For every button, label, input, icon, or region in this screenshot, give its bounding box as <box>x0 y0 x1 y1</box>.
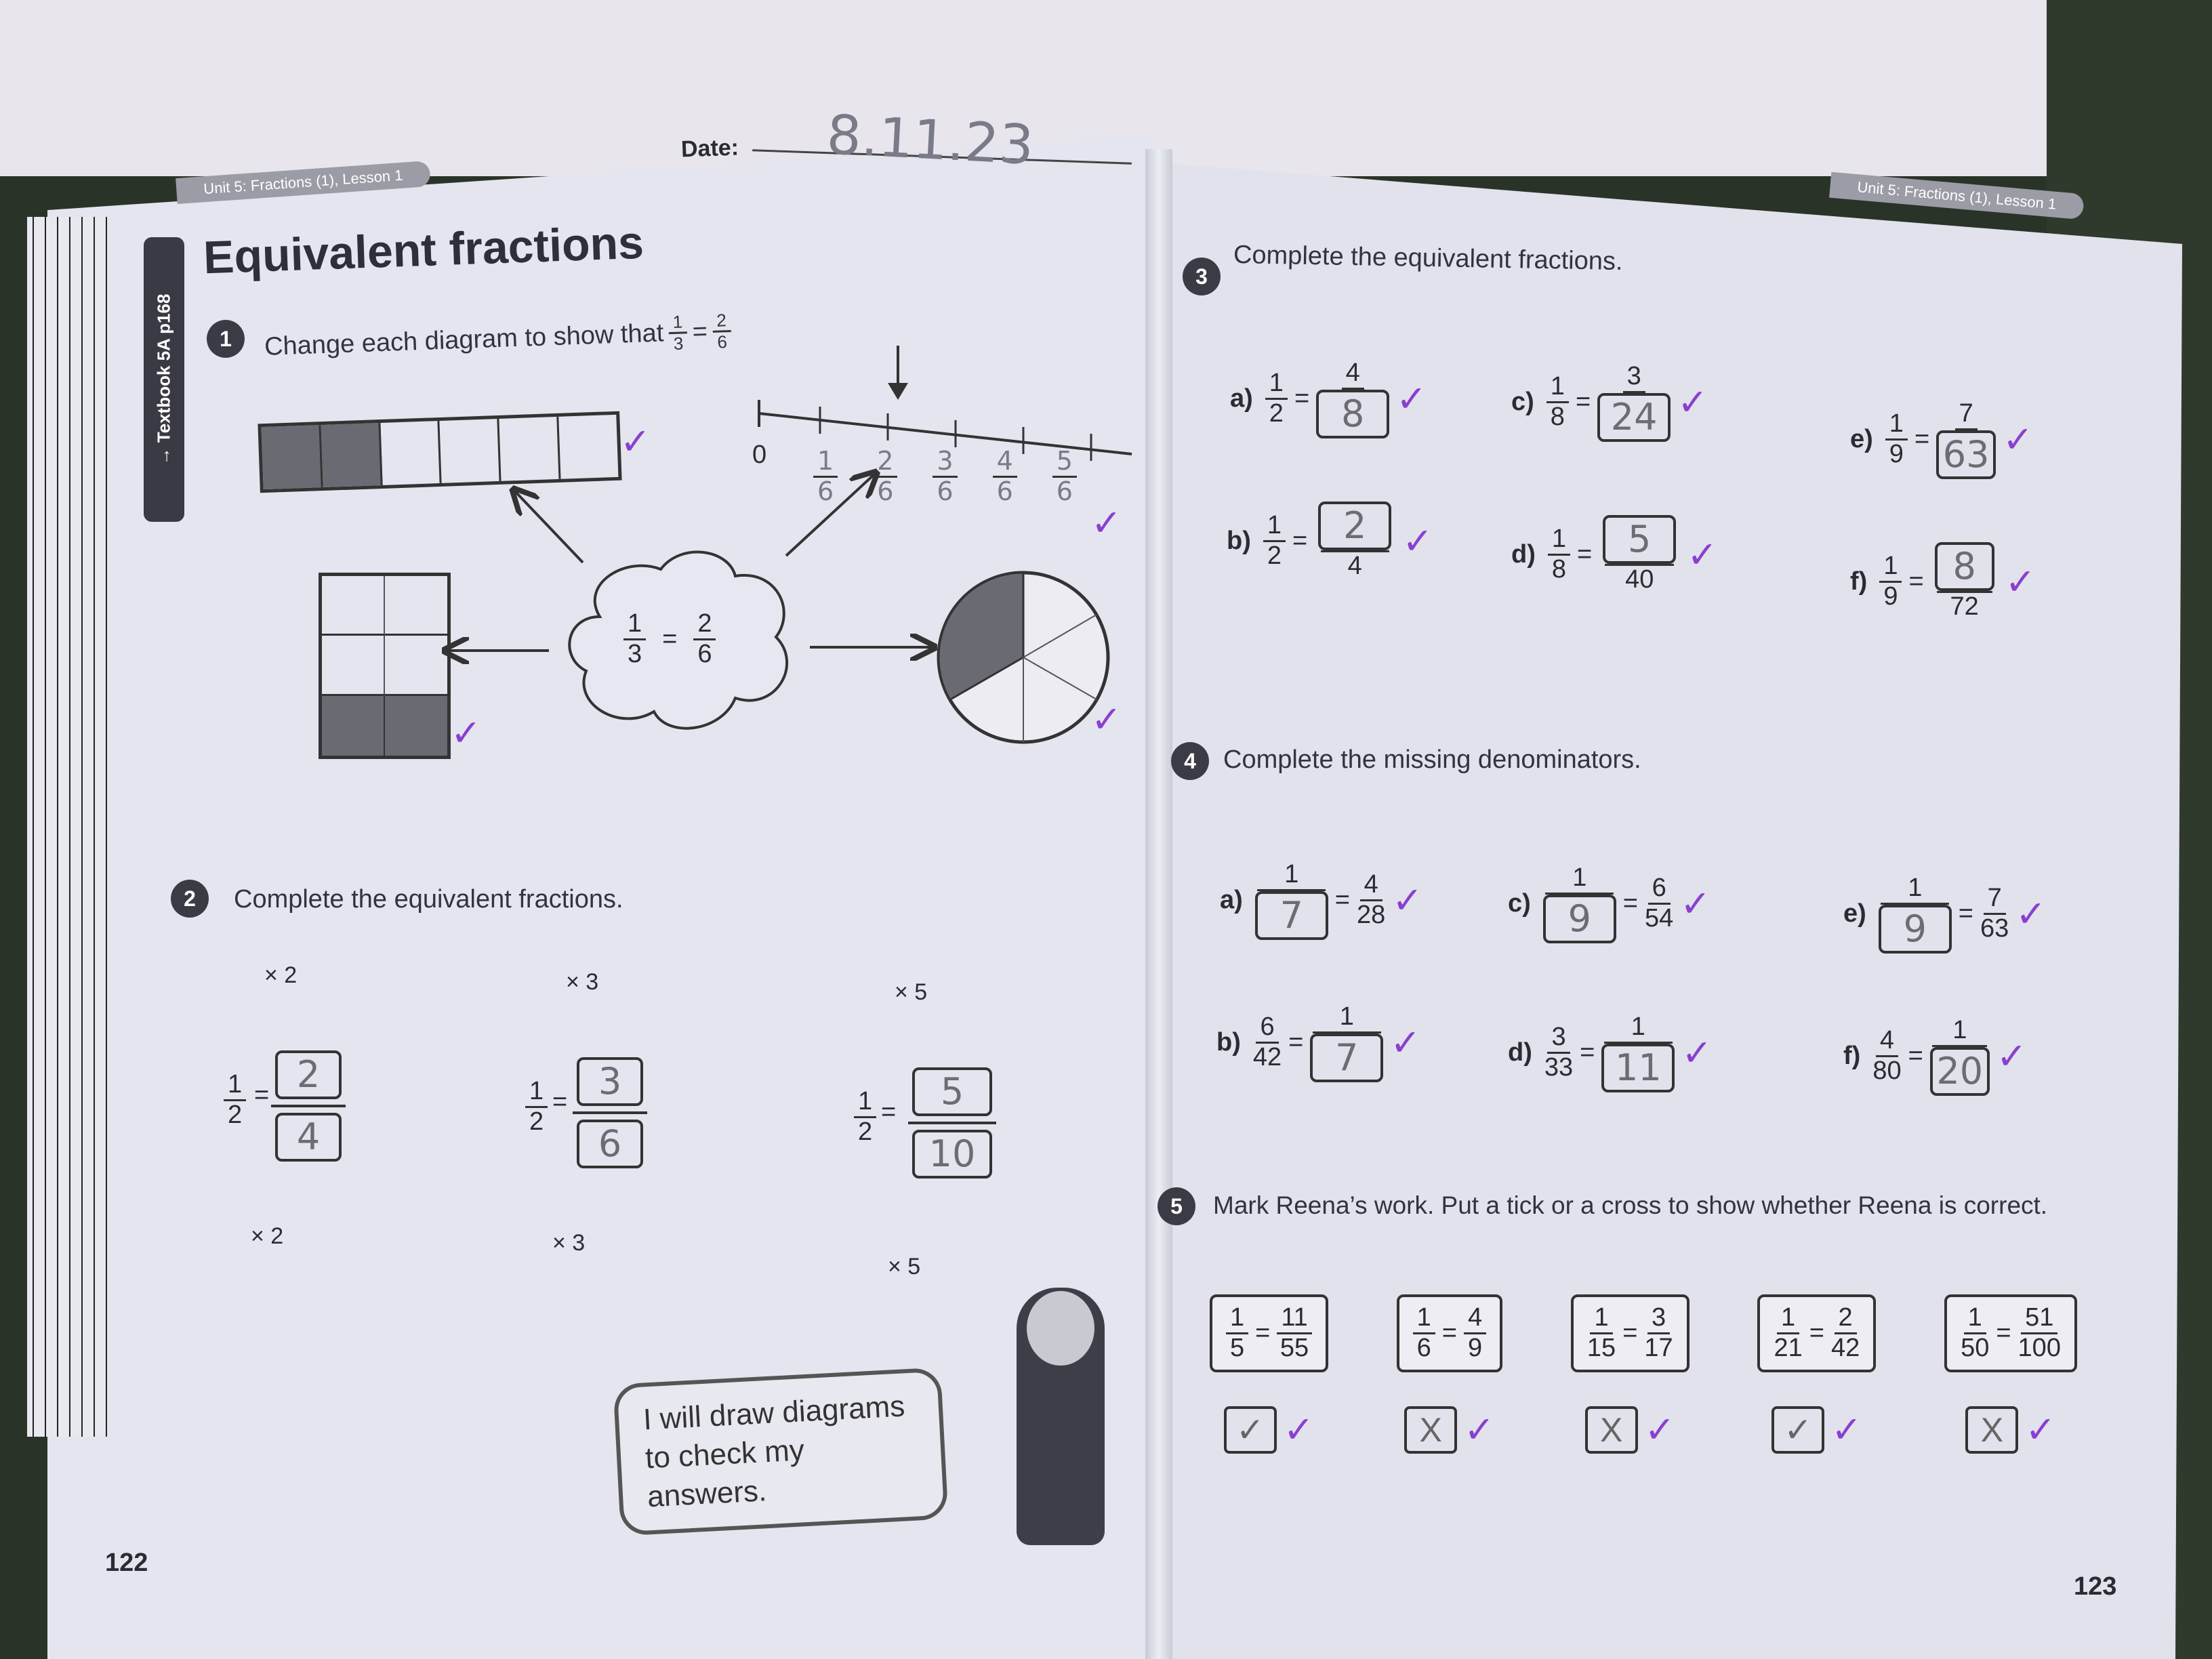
number-line-label: $\frac{5}{6}$ <box>1052 447 1077 506</box>
tick-mark: ✓ <box>2005 561 2036 602</box>
q2-item-1: × 2 $\frac{1}{2}$ = 2 4 × 2 <box>224 962 400 1247</box>
q3-item-d: d) $\frac{1}{8}$ = $\frac{5}{40}$ ✓ <box>1511 515 1717 594</box>
question-number-1: 1 <box>207 320 245 358</box>
character-face <box>1027 1291 1094 1366</box>
answer-box: 4 <box>275 1113 342 1162</box>
tick-mark: ✓ <box>1680 883 1711 924</box>
mark-box[interactable]: ✓ <box>1771 1406 1824 1454</box>
number-line-label: $\frac{4}{6}$ <box>993 447 1017 506</box>
question-number-2: 2 <box>171 880 209 918</box>
fraction-two-sixths: $\frac{2}{6}$ <box>712 310 732 352</box>
grid-diagram <box>319 573 451 759</box>
number-line-zero: 0 <box>752 441 767 469</box>
question-1-instruction: Change each diagram to show that <box>264 319 664 361</box>
tick-mark: ✓ <box>1091 503 1122 544</box>
q3-item-a: a) $\frac{1}{2}$ = $\frac{4}{8}$ ✓ <box>1230 359 1427 438</box>
tick-mark: ✓ <box>1390 1022 1421 1063</box>
date-handwritten: 8.11.23 <box>825 103 1036 177</box>
answer-box: 11 <box>1601 1044 1675 1092</box>
question-number-5: 5 <box>1158 1187 1195 1225</box>
bar-segment-shaded <box>321 423 382 487</box>
q3-item-e: e) $\frac{1}{9}$ = $\frac{7}{63}$ ✓ <box>1850 400 2033 479</box>
bar-segment <box>380 421 442 485</box>
speech-bubble: I will draw diagrams to check my answers. <box>613 1367 948 1536</box>
reena-item <box>1397 1294 1502 1454</box>
tick-mark: ✓ <box>2025 1410 2056 1451</box>
reena-item <box>1944 1294 2077 1454</box>
q2-item-3: × 5 $\frac{1}{2}$ = 5 10 × 5 <box>854 979 1044 1277</box>
question-3-text: Complete the equivalent fractions. <box>1233 240 1623 276</box>
q3-item-f: f) $\frac{1}{9}$ = $\frac{8}{72}$ ✓ <box>1850 542 2036 621</box>
answer-box: 6 <box>577 1120 643 1168</box>
tick-mark: ✓ <box>1687 534 1718 575</box>
answer-box: 5 <box>1603 515 1676 564</box>
cloud-equation: $\frac{1}{3}$ = $\frac{2}{6}$ <box>623 610 716 669</box>
page-number-left: 122 <box>105 1549 148 1577</box>
textbook-reference-label: → Textbook 5A p168 <box>153 293 174 466</box>
tick-mark: ✓ <box>2003 419 2034 460</box>
answer-box: 5 <box>912 1067 992 1116</box>
mark-box[interactable]: X <box>1404 1406 1457 1454</box>
number-line-label: $\frac{1}{6}$ <box>813 447 838 506</box>
reena-card: $\frac{1}{50}$ = $\frac{51}{100}$ <box>1944 1294 2077 1372</box>
answer-box: 3 <box>577 1057 643 1106</box>
answer-box: 10 <box>912 1130 992 1179</box>
tick-mark: ✓ <box>1464 1410 1495 1451</box>
tick-mark: ✓ <box>1392 880 1423 921</box>
tick-mark: ✓ <box>2015 893 2047 935</box>
q4-item-f: f) $\frac{4}{80}$ = $\frac{1}{20}$ ✓ <box>1843 1017 2027 1096</box>
question-number-3: 3 <box>1183 258 1221 295</box>
answer-box: 9 <box>1879 905 1952 954</box>
mark-box[interactable]: X <box>1585 1406 1638 1454</box>
tick-mark: ✓ <box>1396 378 1427 419</box>
reena-card: $\frac{1}{5}$ = $\frac{11}{55}$ <box>1210 1294 1328 1372</box>
unit-header-left: Unit 5: Fractions (1), Lesson 1 <box>176 161 430 204</box>
date-label: Date: <box>680 134 739 163</box>
answer-box: 9 <box>1543 895 1616 943</box>
question-4-text: Complete the missing denominators. <box>1223 745 1641 774</box>
q4-item-b: b) $\frac{6}{42}$ = $\frac{1}{7}$ ✓ <box>1216 1003 1421 1082</box>
question-number-4: 4 <box>1171 742 1209 780</box>
textbook-reference-tab <box>144 237 184 522</box>
q4-item-a: a) $\frac{1}{7}$ = $\frac{4}{28}$ ✓ <box>1220 861 1423 940</box>
answer-box: 7 <box>1255 891 1328 940</box>
tick-mark: ✓ <box>1996 1036 2028 1077</box>
tick-mark: ✓ <box>1644 1410 1675 1451</box>
question-2-text: Complete the equivalent fractions. <box>234 885 623 914</box>
tick-mark: ✓ <box>1681 1032 1713 1073</box>
answer-box: 20 <box>1930 1047 1990 1096</box>
reena-card: $\frac{1}{21}$ = $\frac{2}{42}$ <box>1757 1294 1876 1372</box>
reena-item <box>1210 1294 1328 1454</box>
tick-mark: ✓ <box>620 422 651 462</box>
q2-item-2: × 3 $\frac{1}{2}$ = 3 6 × 3 <box>525 969 701 1254</box>
bar-segment-shaded <box>262 425 323 489</box>
tick-mark: ✓ <box>1831 1410 1862 1451</box>
page-title: Equivalent fractions <box>202 216 645 284</box>
page-number-right: 123 <box>2074 1572 2117 1601</box>
tick-mark: ✓ <box>1091 699 1122 740</box>
tick-mark: ✓ <box>1283 1410 1315 1451</box>
q3-item-c: c) $\frac{1}{8}$ = $\frac{3}{24}$ ✓ <box>1511 363 1708 442</box>
q4-item-e: e) $\frac{1}{9}$ = $\frac{7}{63}$ ✓ <box>1843 874 2047 954</box>
tick-mark: ✓ <box>451 713 482 754</box>
q4-item-d: d) $\frac{3}{33}$ = $\frac{1}{11}$ ✓ <box>1508 1013 1713 1092</box>
answer-box: 2 <box>275 1050 342 1099</box>
mark-box[interactable]: X <box>1965 1406 2018 1454</box>
tick-mark: ✓ <box>1402 520 1433 562</box>
page-edges <box>27 217 108 1437</box>
answer-box: 7 <box>1310 1033 1383 1082</box>
unit-header-right: Unit 5: Fractions (1), Lesson 1 <box>1829 172 2085 220</box>
answer-box: 2 <box>1318 501 1391 550</box>
reena-card: $\frac{1}{6}$ = $\frac{4}{9}$ <box>1397 1294 1502 1372</box>
reena-item <box>1757 1294 1876 1454</box>
answer-box: 24 <box>1597 393 1671 442</box>
number-line-label: $\frac{2}{6}$ <box>873 447 897 506</box>
number-line-label: $\frac{3}{6}$ <box>933 447 957 506</box>
answer-box: 8 <box>1316 390 1389 438</box>
reena-item <box>1571 1294 1689 1454</box>
reena-card: $\frac{1}{15}$ = $\frac{3}{17}$ <box>1571 1294 1689 1372</box>
answer-box: 63 <box>1936 430 1996 479</box>
question-5-text: Mark Reena’s work. Put a tick or a cross to show whether Reena is correct. <box>1213 1191 2048 1219</box>
diagram-arrows <box>434 468 949 691</box>
question-1-text: Change each diagram to show that $\frac{1}{3}$ = $\frac{2}{6}$ <box>264 310 731 367</box>
tick-mark: ✓ <box>1677 382 1708 423</box>
mark-box[interactable]: ✓ <box>1224 1406 1277 1454</box>
q3-item-b: b) $\frac{1}{2}$ = $\frac{2}{4}$ ✓ <box>1227 501 1433 581</box>
pie-diagram <box>935 569 1111 745</box>
fraction-one-third: $\frac{1}{3}$ <box>668 312 688 353</box>
reena-cards-row <box>1210 1294 2077 1454</box>
q4-item-c: c) $\frac{1}{9}$ = $\frac{6}{54}$ ✓ <box>1508 864 1711 943</box>
answer-box: 8 <box>1935 542 1994 591</box>
